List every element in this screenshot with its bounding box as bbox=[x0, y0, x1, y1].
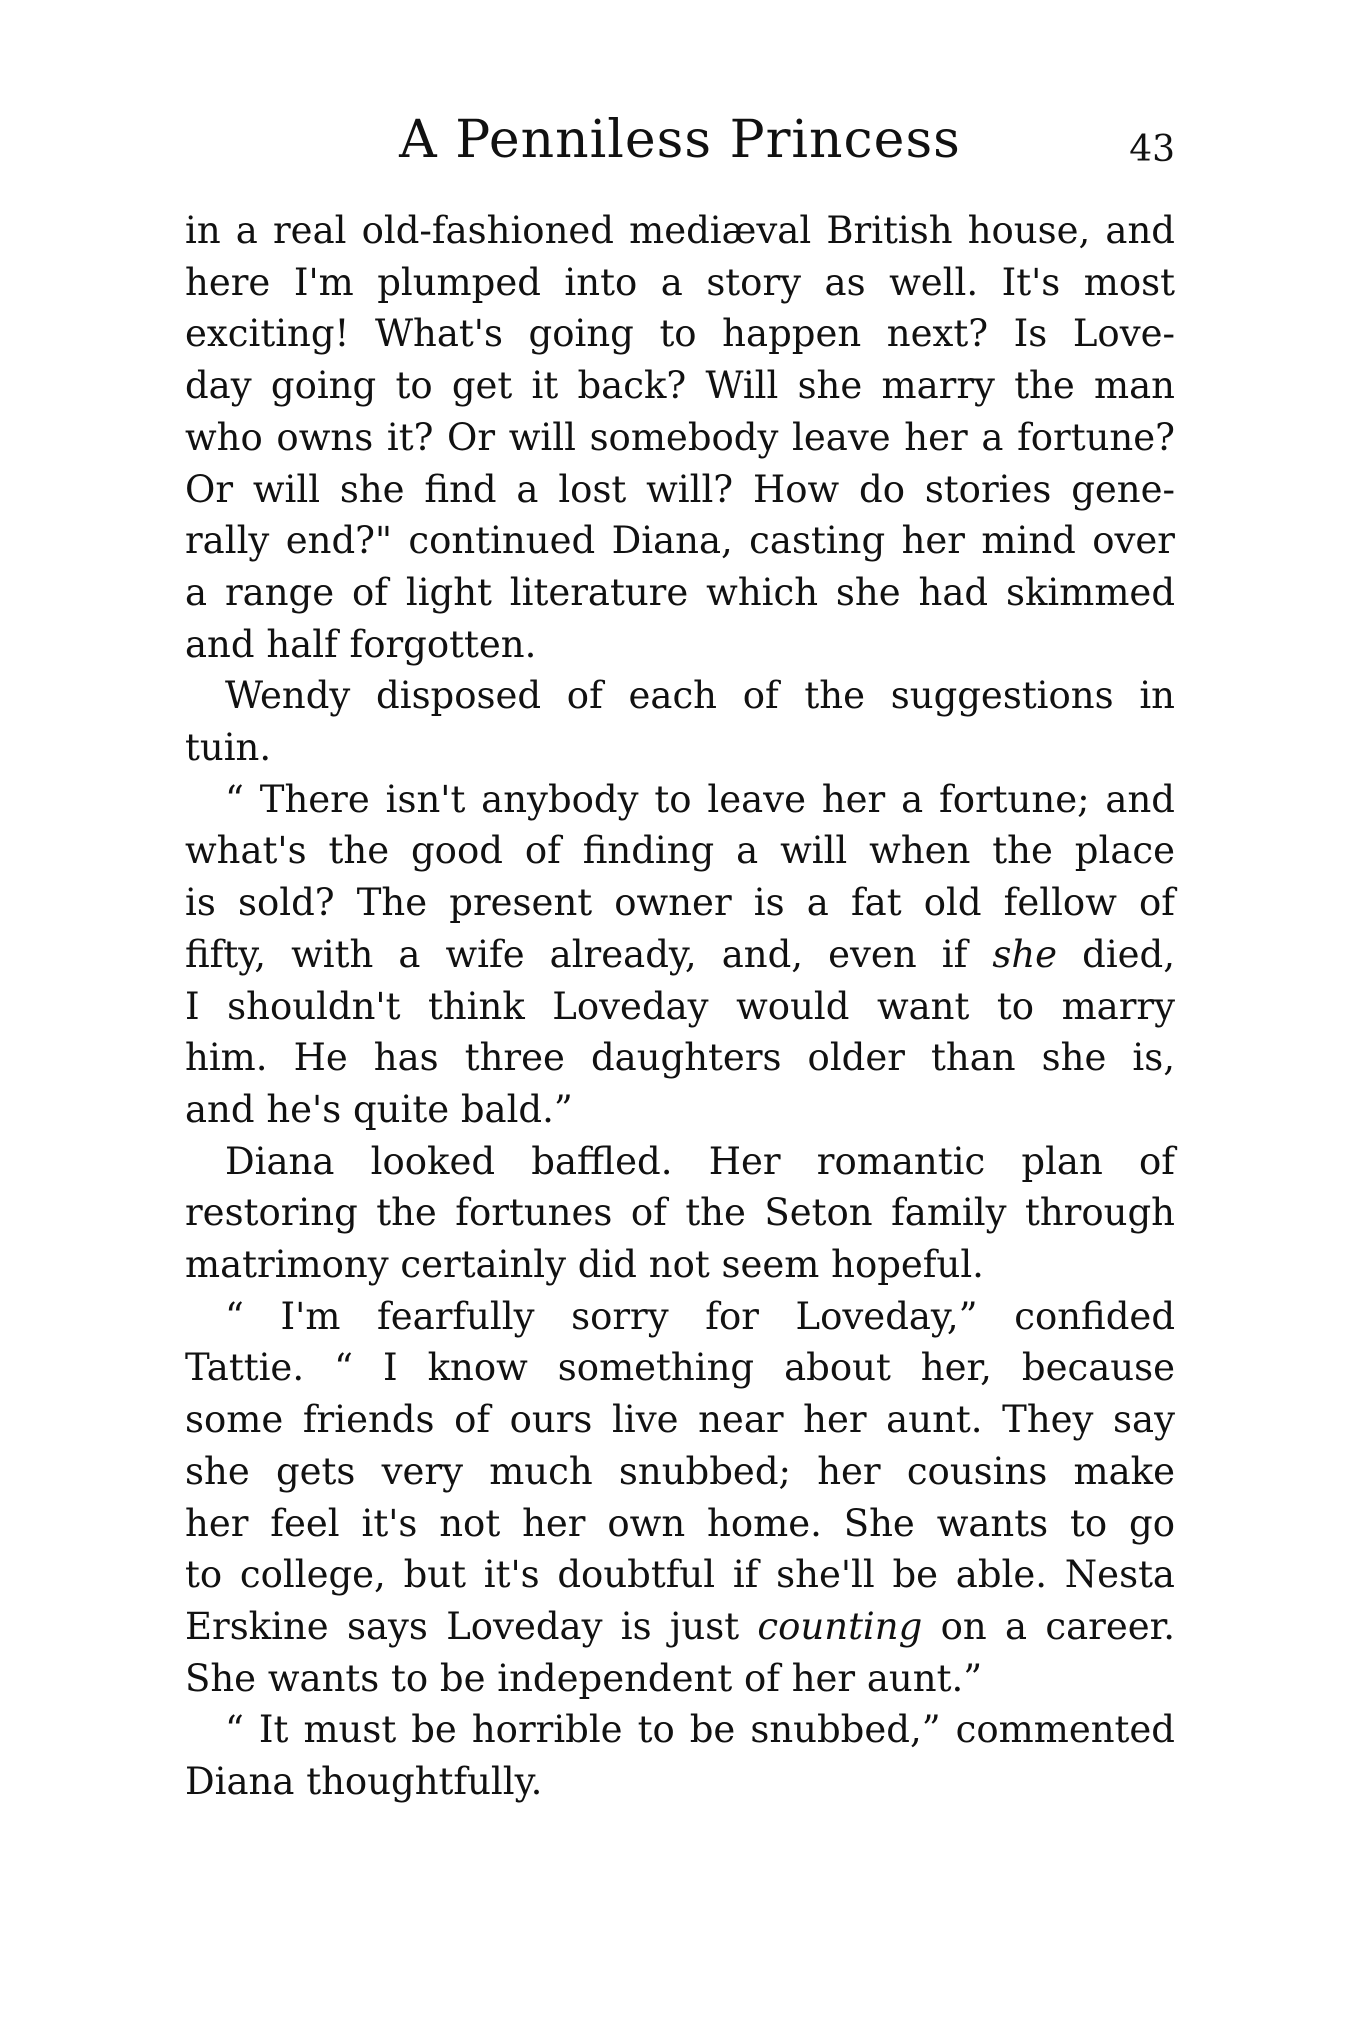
text-line: day going to get it back? Will she marry the man bbox=[185, 364, 1175, 408]
text-line: Diana looked baffled. Her romantic plan of bbox=[225, 1139, 1175, 1183]
text-line: here I'm plumped into a story as well. It's most bbox=[185, 260, 1175, 304]
text-line: matrimony certainly did not seem hopeful. bbox=[185, 1243, 984, 1287]
text-line: She wants to be independent of her aunt.” bbox=[185, 1656, 983, 1700]
text-line: and he's quite bald.” bbox=[185, 1087, 573, 1131]
text-line: Erskine says Loveday is just counting on a career. bbox=[185, 1604, 1176, 1648]
text-line: to college, but it's doubtful if she'll be able. Nesta bbox=[185, 1553, 1175, 1597]
text-line: a range of light literature which she had skimmed bbox=[185, 570, 1175, 614]
text-line: “ It must be horrible to be snubbed,” commented bbox=[225, 1708, 1175, 1752]
paragraph bbox=[185, 670, 1175, 773]
text-line: some friends of ours live near her aunt. They say bbox=[185, 1398, 1175, 1442]
text-line: exciting! What's going to happen next? Is Love- bbox=[185, 312, 1175, 356]
text-line: what's the good of finding a will when the place bbox=[185, 829, 1175, 873]
emphasis-text: counting bbox=[757, 1604, 923, 1648]
paragraph bbox=[185, 774, 1175, 1136]
text-line: rally end?" continued Diana, casting her mind over bbox=[185, 519, 1175, 563]
paragraph bbox=[185, 1136, 1175, 1291]
text-line: her feel it's not her own home. She wants to go bbox=[185, 1501, 1175, 1545]
text-line: “ There isn't anybody to leave her a fortune; and bbox=[225, 777, 1175, 821]
text-line: Diana thoughtfully. bbox=[185, 1760, 543, 1804]
text-line: in a real old-fashioned mediæval British house, and bbox=[185, 209, 1175, 252]
paragraph bbox=[185, 1291, 1175, 1705]
text-line: restoring the fortunes of the Seton family through bbox=[185, 1191, 1175, 1235]
body-text bbox=[185, 205, 1175, 1808]
running-head bbox=[185, 100, 1175, 180]
text-line: Or will she find a lost will? How do stories gene- bbox=[185, 467, 1175, 511]
paragraph bbox=[185, 205, 1175, 670]
text-line: Wendy disposed of each of the suggestions in bbox=[225, 674, 1175, 718]
text-line: I shouldn't think Loveday would want to marry bbox=[185, 984, 1175, 1028]
text-line: is sold? The present owner is a fat old fellow of bbox=[185, 881, 1175, 925]
text-line: fifty, with a wife already, and, even if she died, bbox=[185, 932, 1176, 976]
text-line: him. He has three daughters older than she is, bbox=[185, 1036, 1175, 1080]
text-line: “ I'm fearfully sorry for Loveday,” confided bbox=[225, 1294, 1175, 1338]
paragraph bbox=[185, 1704, 1175, 1807]
text-line: and half forgotten. bbox=[185, 622, 537, 666]
page-number: 43 bbox=[1129, 129, 1175, 170]
book-title: A Penniless Princess bbox=[399, 110, 961, 170]
text-line: who owns it? Or will somebody leave her a fortune? bbox=[185, 415, 1175, 459]
emphasis-text: she bbox=[992, 932, 1058, 976]
text-line: Tattie. “ I know something about her, because bbox=[185, 1346, 1175, 1390]
text-line: she gets very much snubbed; her cousins make bbox=[185, 1449, 1175, 1493]
text-line: tuin. bbox=[185, 726, 272, 770]
